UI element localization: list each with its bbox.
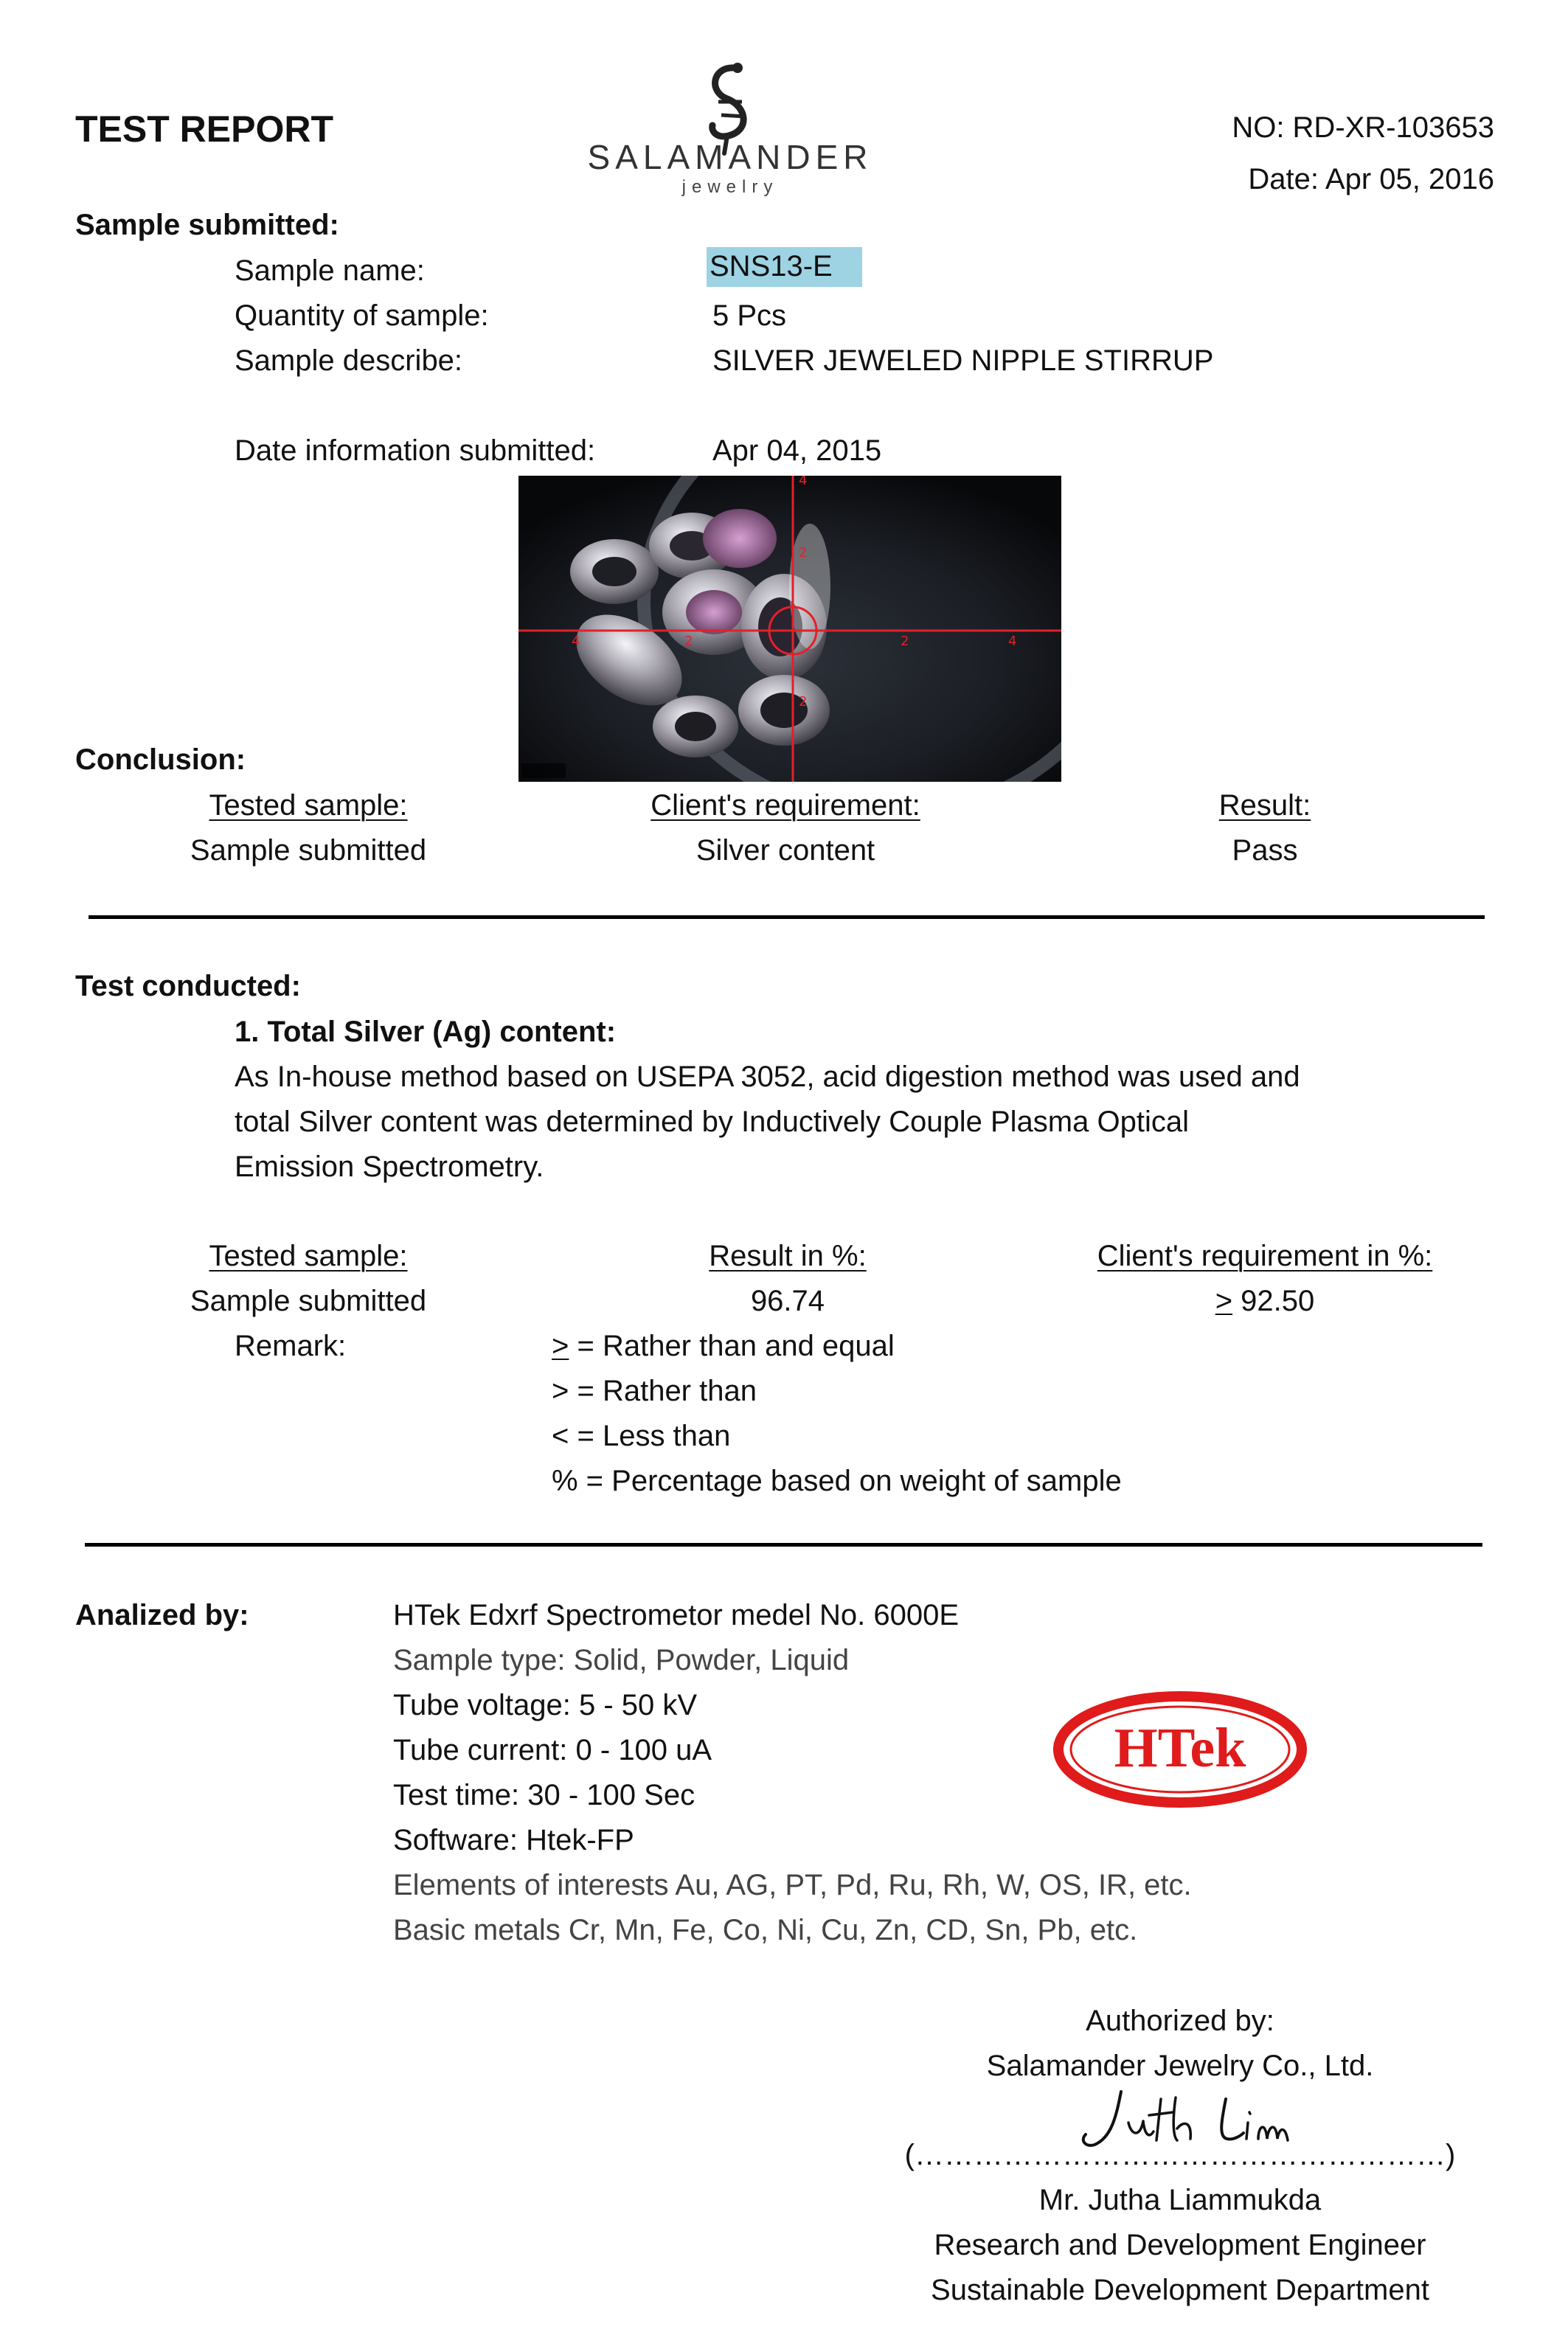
svg-text:4: 4 [572,634,580,649]
svg-text:4: 4 [799,476,808,488]
conclusion-requirement: Silver content [695,834,875,867]
report-title: TEST REPORT [75,108,334,150]
remark-line-2: > = Rather than [552,1375,757,1407]
conclusion-result: Pass [1232,834,1298,867]
conclusion-heading: Conclusion: [75,743,246,776]
sample-name-value: SNS13-E [707,247,862,287]
results-col1-header: Tested sample: [209,1240,408,1272]
quantity-value: 5 Pcs [712,299,787,332]
logo-wordmark: SALAMANDER [587,138,873,176]
logo-subtitle: jewelry [681,177,779,197]
date-submitted-label: Date information submitted: [235,434,596,467]
remark-line-3: < = Less than [552,1420,731,1452]
analyzed-line-7: Elements of interests Au, AG, PT, Pd, Ru, Rh, W, OS, IR, etc. [393,1869,1192,1901]
test-desc-line2: total Silver content was determined by Inductively Couple Plasma Optical [235,1106,1189,1138]
signatory-title: Research and Development Engineer [934,2229,1426,2261]
divider-1 [89,915,1485,919]
svg-text:2: 2 [901,634,909,649]
svg-text:4: 4 [1008,634,1017,649]
authorized-by: Authorized by: [1086,2005,1274,2037]
htek-logo-text: HTek [1114,1717,1246,1779]
describe-label: Sample describe: [235,344,463,377]
test-desc-line1: As In-house method based on USEPA 3052, acid digestion method was used and [235,1061,1300,1093]
remark-line-4: % = Percentage based on weight of sample [552,1465,1122,1497]
conclusion-col2-header: Client's requirement: [651,789,920,822]
results-value: 96.74 [750,1285,825,1317]
divider-2 [85,1543,1482,1547]
analyzed-line-8: Basic metals Cr, Mn, Fe, Co, Ni, Cu, Zn, CD, Sn, Pb, etc. [393,1914,1138,1946]
remark-line-1: > = Rather than and equal [552,1330,895,1362]
sample-name-label: Sample name: [235,254,425,287]
salamander-logo [561,58,900,205]
test-desc-line3: Emission Spectrometry. [235,1151,544,1183]
quantity-label: Quantity of sample: [235,299,489,332]
remark-label: Remark: [235,1330,347,1362]
results-tested-sample: Sample submitted [190,1285,427,1317]
report-number: NO: RD-XR-103653 [1232,111,1494,144]
test-item-title: 1. Total Silver (Ag) content: [235,1016,617,1048]
signatory-name: Mr. Jutha Liammukda [1038,2184,1322,2216]
results-col2-header: Result in %: [709,1240,867,1272]
analyzed-line-3: Tube voltage: 5 - 50 kV [393,1689,698,1721]
analyzed-line-5: Test time: 30 - 100 Sec [393,1779,695,1811]
analyzed-line-2: Sample type: Solid, Powder, Liquid [393,1644,850,1676]
sample-photo [518,476,1061,782]
report-date: Date: Apr 05, 2016 [1248,163,1494,195]
conclusion-col1-header: Tested sample: [209,789,408,822]
signatory-department: Sustainable Development Department [931,2274,1429,2306]
results-requirement: > 92.50 [1215,1285,1315,1317]
analyzed-line-6: Software: Htek-FP [393,1824,634,1856]
test-heading: Test conducted: [75,970,301,1002]
conclusion-tested-sample: Sample submitted [190,834,427,867]
sample-heading: Sample submitted: [75,209,339,241]
company-name: Salamander Jewelry Co., Ltd. [986,2050,1374,2082]
svg-text:2: 2 [684,634,693,649]
date-submitted-value: Apr 04, 2015 [712,434,882,467]
describe-value: SILVER JEWELED NIPPLE STIRRUP [712,344,1214,377]
analyzed-line-1: HTek Edxrf Spectrometor medel No. 6000E [393,1599,960,1631]
conclusion-col3-header: Result: [1218,789,1311,822]
signature-line: (………………………………………………) [904,2139,1456,2171]
analyzed-line-4: Tube current: 0 - 100 uA [393,1734,712,1766]
results-col3-header: Client's requirement in %: [1097,1240,1433,1272]
svg-text:2: 2 [799,545,808,561]
htek-logo [1051,1687,1309,1811]
svg-text:2: 2 [799,694,808,710]
sample-photo-image [518,476,1061,782]
sample-name-value-wrap [707,251,862,281]
analyzed-label: Analized by: [75,1599,249,1631]
